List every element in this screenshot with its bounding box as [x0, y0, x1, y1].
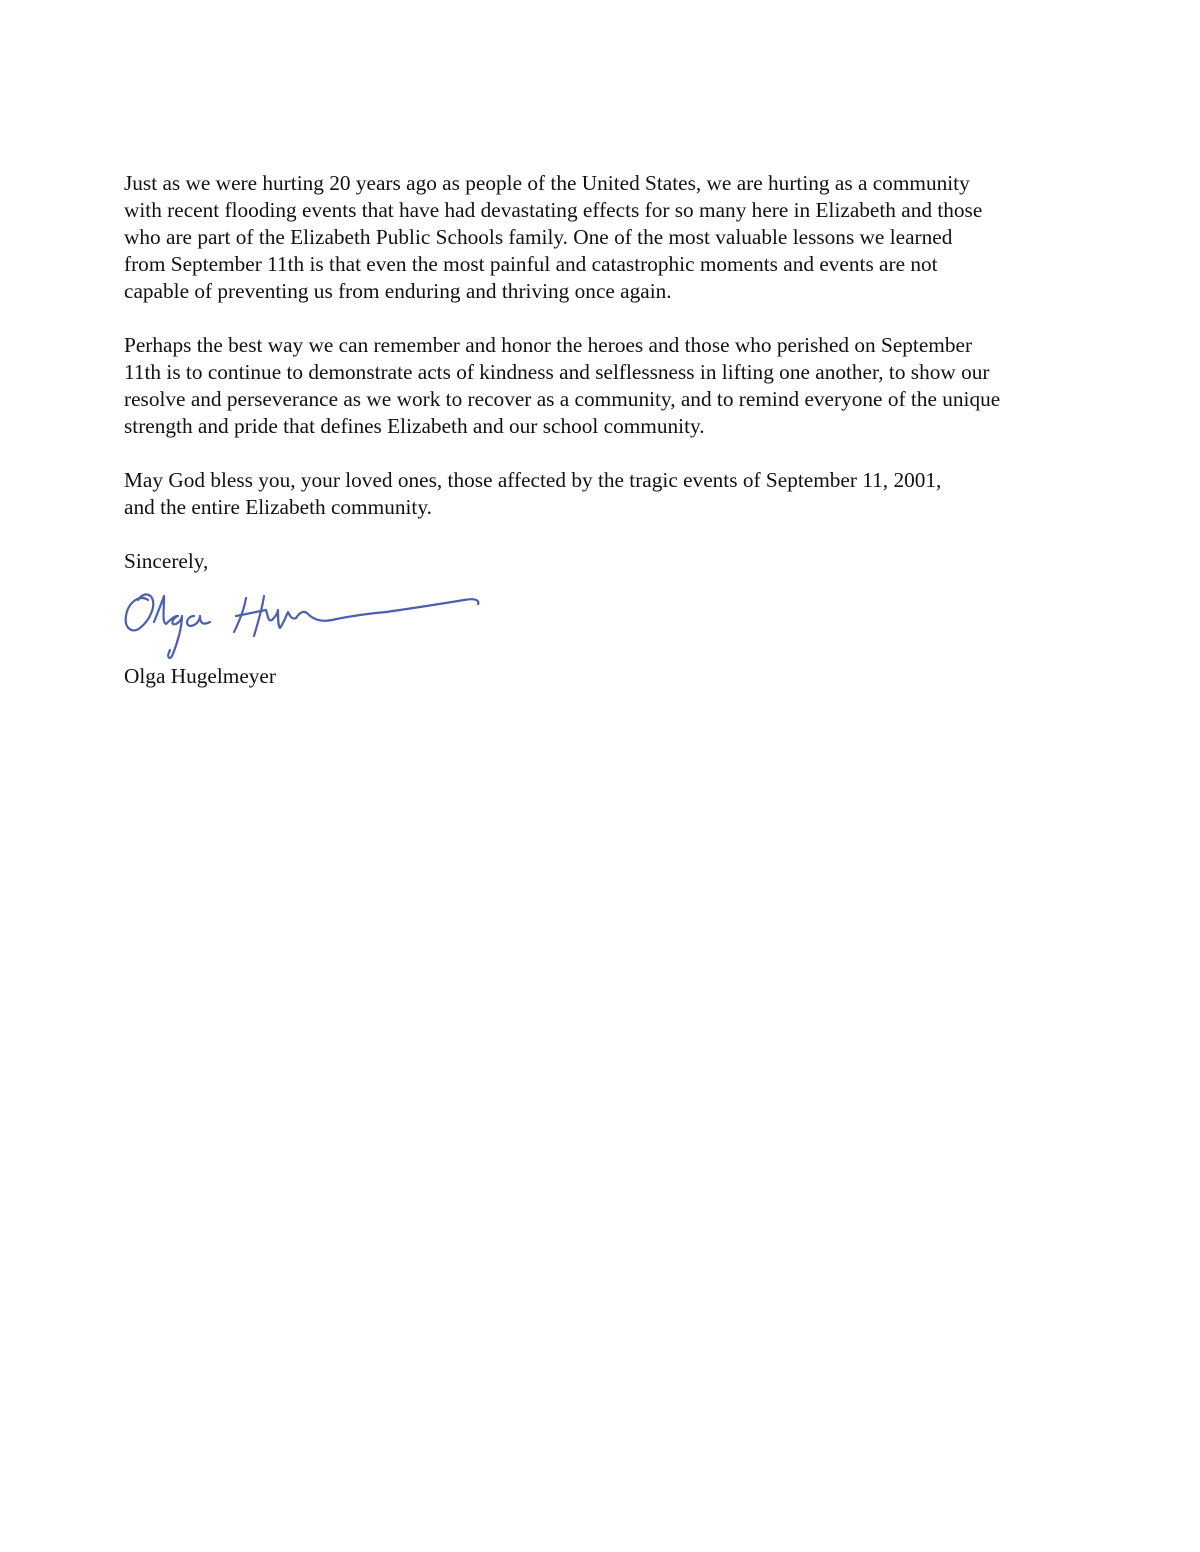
- signature-stroke: [236, 599, 478, 628]
- signature-stroke: [126, 594, 154, 630]
- paragraph-line: and the entire Elizabeth community.: [124, 495, 432, 519]
- signature-stroke: [154, 596, 182, 658]
- signer-name: Olga Hugelmeyer: [124, 664, 276, 688]
- paragraph-line: capable of preventing us from enduring and thriving once again.: [124, 279, 672, 303]
- paragraph-flooding: [124, 170, 1074, 305]
- paragraph-line: Just as we were hurting 20 years ago as people of the United States, we are hurting as a community: [124, 171, 970, 195]
- paragraph-line: resolve and perseverance as we work to recover as a community, and to remind everyone of the unique: [124, 387, 1001, 411]
- closing-salutation: Sincerely,: [124, 549, 209, 573]
- letter-body: [124, 170, 1074, 575]
- paragraph-remembrance: [124, 332, 1074, 440]
- handwritten-signature: [118, 582, 488, 664]
- paragraph-line: May God bless you, your loved ones, those affected by the tragic events of September 11, 2001,: [124, 468, 942, 492]
- paragraph-blessing: [124, 467, 1074, 521]
- paragraph-line: Perhaps the best way we can remember and honor the heroes and those who perished on September: [124, 333, 973, 357]
- paragraph-line: strength and pride that defines Elizabeth and our school community.: [124, 414, 705, 438]
- signature-stroke: [187, 616, 210, 626]
- paragraph-line: who are part of the Elizabeth Public Schools family. One of the most valuable lessons we learned: [124, 225, 953, 249]
- paragraph-line: from September 11th is that even the most painful and catastrophic moments and events are not: [124, 252, 938, 276]
- paragraph-line: 11th is to continue to demonstrate acts of kindness and selflessness in lifting one another, to show our: [124, 360, 990, 384]
- paragraph-line: with recent flooding events that have had devastating effects for so many here in Elizabeth and those: [124, 198, 983, 222]
